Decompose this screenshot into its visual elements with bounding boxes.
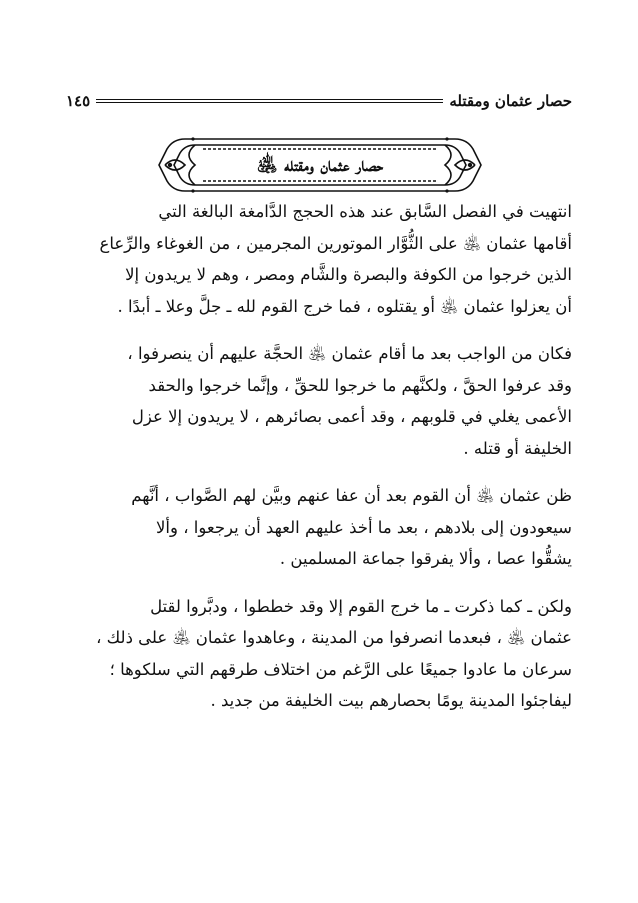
paragraph bbox=[68, 338, 572, 464]
paragraph bbox=[68, 591, 572, 717]
chapter-title: حصار عثمان ومقتله ﵁ bbox=[256, 154, 384, 176]
text-line: عثمان ﵁ ، فبعدما انصرفوا من المدينة ، وعاهدوا عثمان ﵁ على ذلك ، bbox=[96, 628, 572, 647]
text-line: الخليفة أو قتله . bbox=[463, 438, 572, 458]
page-number: ١٤٥ bbox=[66, 92, 91, 110]
text-line: ظن عثمان ﵁ أن القوم بعد أن عفا عنهم وبيَّن لهم الصَّواب ، أنَّهم bbox=[131, 486, 572, 505]
text-line: سرعان ما عادوا جميعًا على الرَّغم من اختلاف طرقهم التي سلكوها ؛ bbox=[109, 659, 572, 679]
header-double-rule bbox=[96, 99, 443, 103]
text-line: ولكن ـ كما ذكرت ـ ما خرج القوم إلا وقد خططوا ، ودبَّروا لقتل bbox=[150, 596, 572, 616]
running-header-title: حصار عثمان ومقتله bbox=[449, 92, 572, 110]
body-text bbox=[68, 196, 572, 733]
text-line: الذين خرجوا من الكوفة والبصرة والشَّام ومصر ، وهم لا يريدون إلا bbox=[125, 265, 572, 284]
paragraph bbox=[68, 480, 572, 575]
text-line: أقامها عثمان ﵁ على الثُّوَّار الموتورين المجرمين ، من الغوغاء والرِّعاع bbox=[99, 233, 572, 253]
running-header bbox=[66, 88, 572, 114]
text-line: انتهيت في الفصل السَّابق عند هذه الحجج الدَّامغة البالغة التي bbox=[158, 202, 572, 221]
text-line: أن يعزلوا عثمان ﵁ أو يقتلوه ، فما خرج القوم لله ـ جلَّ وعلا ـ أبدًا . bbox=[117, 296, 572, 316]
paragraph bbox=[68, 196, 572, 322]
text-line: سيعودون إلى بلادهم ، بعد ما أخذ عليهم العهد أن يرجعوا ، وألا bbox=[155, 517, 572, 537]
chapter-title-banner bbox=[155, 133, 485, 197]
text-line: يشقُّوا عصا ، وألا يفرقوا جماعة المسلمين . bbox=[279, 549, 572, 568]
text-line: ليفاجئوا المدينة يومًا بحصارهم بيت الخليفة من جديد . bbox=[210, 691, 572, 710]
text-line: فكان من الواجب بعد ما أقام عثمان ﵁ الحجَّة عليهم أن ينصرفوا ، bbox=[127, 344, 572, 363]
text-line: الأعمى يغلي في قلوبهم ، وقد أعمى بصائرهم ، لا يريدون إلا عزل bbox=[131, 407, 572, 426]
text-line: وقد عرفوا الحقَّ ، ولكنَّهم ما خرجوا للحقِّ ، وإنَّما خرجوا والحقد bbox=[148, 375, 572, 395]
